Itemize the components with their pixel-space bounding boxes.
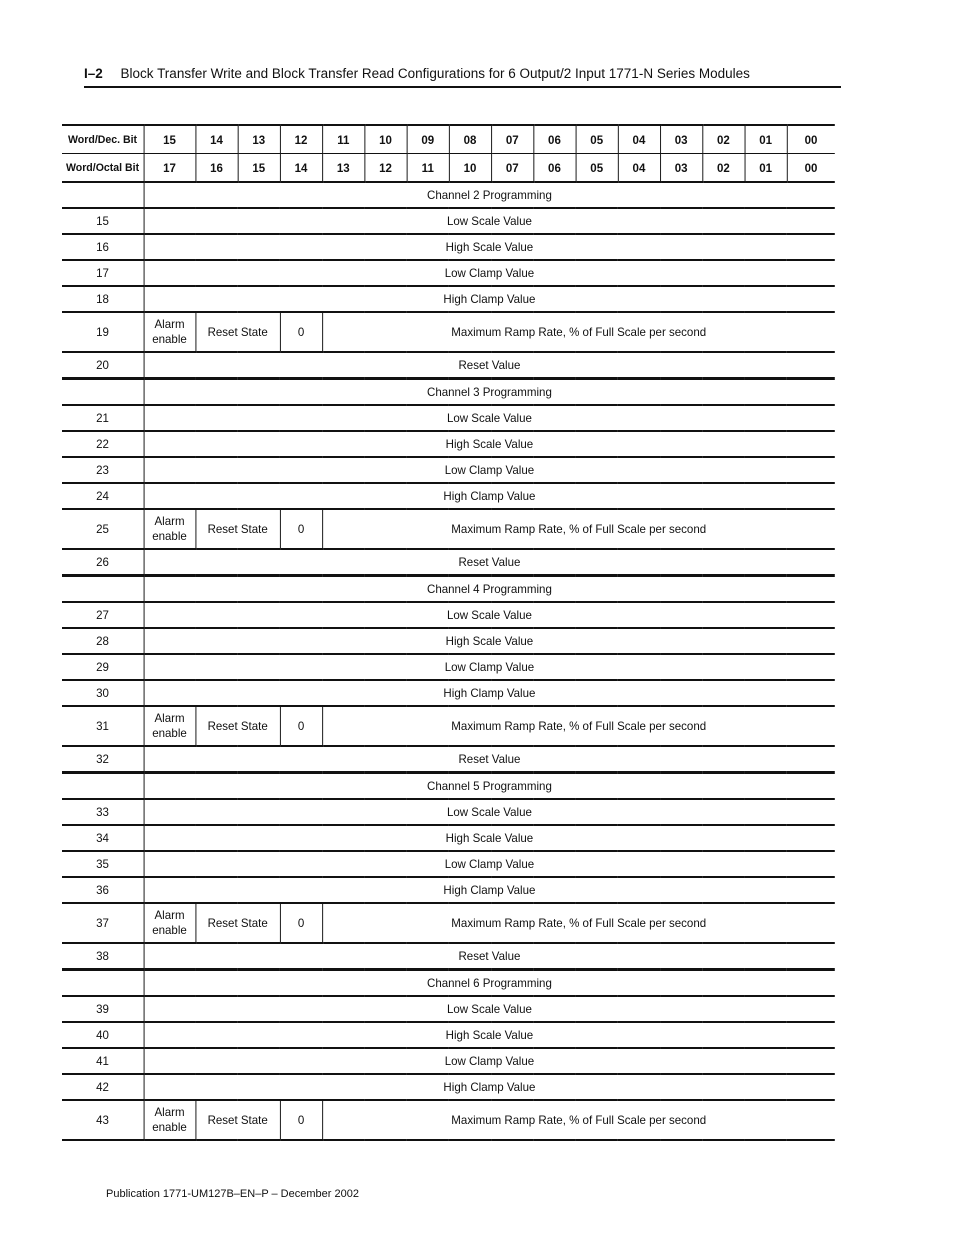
word-number: 18 [62,286,144,312]
octal-bit-cell: 04 [618,154,660,183]
word-number: 38 [62,943,144,970]
field-label: Low Scale Value [144,208,835,234]
dec-bit-cell: 07 [491,125,533,154]
max-ramp-rate-cell: Maximum Ramp Rate, % of Full Scale per second [322,1100,835,1140]
word-row [62,996,835,1022]
dec-bit-cell: 02 [702,125,744,154]
dec-bit-cell: 15 [144,125,196,154]
word-row [62,286,835,312]
word-row [62,654,835,680]
bit-map-table [62,124,835,1141]
zero-bit-cell: 0 [280,706,322,746]
dec-bit-cell: 06 [533,125,575,154]
word-number: 23 [62,457,144,483]
field-label: Low Clamp Value [144,457,835,483]
word-row [62,260,835,286]
word-number: 40 [62,1022,144,1048]
field-label: Low Scale Value [144,799,835,825]
word-row [62,208,835,234]
publication-footer: Publication 1771-UM127B–EN–P – December 2002 [106,1188,359,1200]
octal-bit-header-row [62,154,835,183]
word-row [62,405,835,431]
octal-bit-cell: 15 [238,154,280,183]
decimal-bit-header-row [62,125,835,154]
word-number: 43 [62,1100,144,1140]
word-row [62,352,835,379]
field-label: High Scale Value [144,431,835,457]
zero-bit-cell: 0 [280,903,322,943]
alarm-enable-cell: Alarm enable [144,706,196,746]
word-row [62,799,835,825]
page-number: I–2 [84,66,103,81]
word-number: 28 [62,628,144,654]
dec-bit-cell: 04 [618,125,660,154]
max-ramp-rate-cell: Maximum Ramp Rate, % of Full Scale per second [322,312,835,352]
empty-word-cell [62,773,144,800]
octal-bit-cell: 01 [745,154,787,183]
dec-bit-cell: 03 [660,125,702,154]
dec-bit-cell: 01 [745,125,787,154]
octal-bit-cell: 03 [660,154,702,183]
channel-title-row [62,773,835,800]
dec-bit-cell: 09 [407,125,449,154]
field-label: High Scale Value [144,1022,835,1048]
alarm-enable-cell: Alarm enable [144,312,196,352]
ramp-word-row [62,312,835,352]
alarm-enable-cell: Alarm enable [144,903,196,943]
dec-bit-cell: 05 [576,125,618,154]
channel-title-row [62,970,835,997]
word-number: 24 [62,483,144,509]
word-row [62,680,835,706]
octal-bit-cell: 07 [491,154,533,183]
word-number: 39 [62,996,144,1022]
octal-bit-cell: 06 [533,154,575,183]
empty-word-cell [62,970,144,997]
empty-word-cell [62,379,144,406]
channel-title: Channel 3 Programming [144,379,835,406]
channel-title-row [62,576,835,603]
dec-bit-label: Word/Dec. Bit [62,125,144,154]
word-row [62,628,835,654]
dec-bit-cell: 11 [322,125,364,154]
word-number: 35 [62,851,144,877]
field-label: Low Scale Value [144,602,835,628]
word-number: 16 [62,234,144,260]
word-row [62,1048,835,1074]
channel-title: Channel 5 Programming [144,773,835,800]
octal-bit-cell: 11 [407,154,449,183]
word-number: 20 [62,352,144,379]
field-label: High Scale Value [144,628,835,654]
dec-bit-cell: 08 [449,125,491,154]
word-row [62,877,835,903]
field-label: Reset Value [144,746,835,773]
field-label: High Clamp Value [144,877,835,903]
ramp-word-row [62,903,835,943]
word-number: 33 [62,799,144,825]
reset-state-cell: Reset State [195,509,279,549]
max-ramp-rate-cell: Maximum Ramp Rate, % of Full Scale per second [322,706,835,746]
field-label: High Clamp Value [144,1074,835,1100]
octal-bit-cell: 17 [144,154,196,183]
ramp-word-row [62,509,835,549]
octal-bit-label: Word/Octal Bit [62,154,144,183]
word-number: 32 [62,746,144,773]
octal-bit-cell: 16 [195,154,237,183]
word-row [62,431,835,457]
word-number: 25 [62,509,144,549]
word-row [62,549,835,576]
field-label: Reset Value [144,943,835,970]
alarm-enable-cell: Alarm enable [144,509,196,549]
octal-bit-cell: 14 [280,154,322,183]
word-row [62,1074,835,1100]
word-number: 22 [62,431,144,457]
channel-title-row [62,182,835,208]
reset-state-cell: Reset State [195,706,279,746]
dec-bit-cell: 10 [364,125,406,154]
empty-word-cell [62,576,144,603]
field-label: Reset Value [144,352,835,379]
word-number: 17 [62,260,144,286]
word-number: 36 [62,877,144,903]
field-label: High Scale Value [144,234,835,260]
max-ramp-rate-cell: Maximum Ramp Rate, % of Full Scale per second [322,903,835,943]
word-row [62,602,835,628]
channel-title: Channel 6 Programming [144,970,835,997]
field-label: High Clamp Value [144,286,835,312]
dec-bit-cell: 12 [280,125,322,154]
word-number: 30 [62,680,144,706]
field-label: Low Clamp Value [144,260,835,286]
word-number: 37 [62,903,144,943]
word-row [62,1022,835,1048]
dec-bit-cell: 13 [238,125,280,154]
field-label: Low Clamp Value [144,1048,835,1074]
word-row [62,943,835,970]
header-rule [84,86,841,88]
reset-state-cell: Reset State [195,903,279,943]
alarm-enable-cell: Alarm enable [144,1100,196,1140]
octal-bit-cell: 10 [449,154,491,183]
field-label: Reset Value [144,549,835,576]
word-row [62,457,835,483]
word-row [62,483,835,509]
channel-title-row [62,379,835,406]
channel-title: Channel 4 Programming [144,576,835,603]
ramp-word-row [62,1100,835,1140]
octal-bit-cell: 05 [576,154,618,183]
channel-title: Channel 2 Programming [144,182,835,208]
max-ramp-rate-cell: Maximum Ramp Rate, % of Full Scale per second [322,509,835,549]
word-row [62,851,835,877]
zero-bit-cell: 0 [280,509,322,549]
word-row [62,746,835,773]
field-label: Low Scale Value [144,996,835,1022]
dec-bit-cell: 00 [787,125,835,154]
word-number: 29 [62,654,144,680]
zero-bit-cell: 0 [280,312,322,352]
word-number: 26 [62,549,144,576]
dec-bit-cell: 14 [195,125,237,154]
field-label: Low Clamp Value [144,654,835,680]
page-header [84,66,840,81]
octal-bit-cell: 13 [322,154,364,183]
field-label: High Clamp Value [144,483,835,509]
word-number: 19 [62,312,144,352]
word-row [62,234,835,260]
zero-bit-cell: 0 [280,1100,322,1140]
word-row [62,825,835,851]
word-number: 34 [62,825,144,851]
octal-bit-cell: 02 [702,154,744,183]
reset-state-cell: Reset State [195,1100,279,1140]
field-label: High Scale Value [144,825,835,851]
field-label: Low Clamp Value [144,851,835,877]
ramp-word-row [62,706,835,746]
word-number: 21 [62,405,144,431]
word-number: 15 [62,208,144,234]
octal-bit-cell: 12 [364,154,406,183]
word-number: 41 [62,1048,144,1074]
word-number: 31 [62,706,144,746]
field-label: High Clamp Value [144,680,835,706]
word-number: 42 [62,1074,144,1100]
field-label: Low Scale Value [144,405,835,431]
empty-word-cell [62,182,144,208]
octal-bit-cell: 00 [787,154,835,183]
word-number: 27 [62,602,144,628]
page-title: Block Transfer Write and Block Transfer Read Configurations for 6 Output/2 Input 1771-N Series Modules [120,66,750,81]
reset-state-cell: Reset State [195,312,279,352]
